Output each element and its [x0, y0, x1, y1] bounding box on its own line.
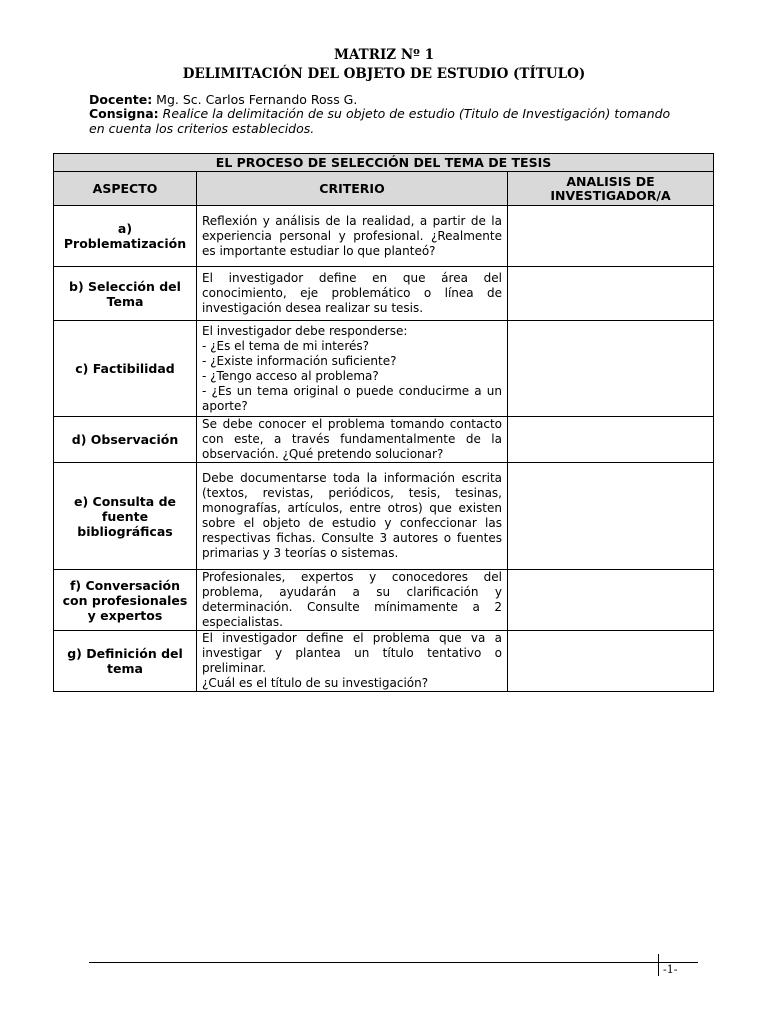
criterion-cell [197, 321, 508, 417]
header-aspecto: ASPECTO [54, 172, 197, 206]
criterion-line: - ¿Es el tema de mi interés? [202, 338, 369, 353]
footer-tick [658, 954, 659, 976]
table-row [54, 570, 714, 631]
table-row [54, 417, 714, 463]
page-number: -1- [663, 963, 678, 976]
docente-value: Mg. Sc. Carlos Fernando Ross G. [152, 92, 358, 107]
table-row [54, 321, 714, 417]
header-analisis: ANALISIS DE INVESTIGADOR/A [508, 172, 714, 206]
aspect-cell: c) Factibilidad [54, 321, 197, 417]
aspect-cell: e) Consulta de fuente bibliográficas [54, 463, 197, 570]
analysis-cell[interactable] [508, 417, 714, 463]
analysis-cell[interactable] [508, 463, 714, 570]
analysis-cell[interactable] [508, 570, 714, 631]
analysis-cell[interactable] [508, 631, 714, 692]
criterion-line: - ¿Tengo acceso al problema? [202, 368, 379, 383]
docente-label: Docente: [89, 92, 153, 107]
consigna-label: Consigna: [89, 106, 159, 121]
table-caption: EL PROCESO DE SELECCIÓN DEL TEMA DE TESIS [54, 154, 714, 172]
table-row [54, 206, 714, 267]
table-row [54, 631, 714, 692]
selection-matrix-table [53, 153, 714, 692]
aspect-cell: b) Selección del Tema [54, 267, 197, 321]
aspect-cell: a) Problematización [54, 206, 197, 267]
criterion-line: - ¿Existe información suficiente? [202, 353, 397, 368]
criterion-cell: Debe documentarse toda la información escrita (textos, revistas, periódicos, tesis, tesinas, monografías, artículos, entre otros) que existen sobre el objeto de estudio y confeccionar las respectivas fichas. Consulte 3 autores o fuentes primarias y 3 teorías o sistemas. [197, 463, 508, 570]
criterion-line: El investigador debe responderse: [202, 323, 408, 338]
document-subtitle: DELIMITACIÓN DEL OBJETO DE ESTUDIO (TÍTULO) [182, 66, 586, 82]
criterion-line: El investigador define el problema que va a investigar y plantea un título tentativo o preliminar. [202, 631, 502, 675]
analysis-cell[interactable] [508, 206, 714, 267]
footer-rule [89, 962, 698, 963]
table-row [54, 267, 714, 321]
consigna-value: Realice la delimitación de su objeto de estudio (Titulo de Investigación) tomando en cuenta los criterios establecidos. [89, 106, 671, 136]
header-criterio: CRITERIO [197, 172, 508, 206]
criterion-cell: Profesionales, expertos y conocedores del problema, ayudarán a su clarificación y determinación. Consulte mínimamente a 2 especialistas. [197, 570, 508, 631]
aspect-cell: d) Observación [54, 417, 197, 463]
aspect-cell: f) Conversación con profesionales y expertos [54, 570, 197, 631]
criterion-cell: Se debe conocer el problema tomando contacto con este, a través fundamentalmente de la observación. ¿Qué pretendo solucionar? [197, 417, 508, 463]
criterion-cell: Reflexión y análisis de la realidad, a partir de la experiencia personal y profesional. ¿Realmente es importante estudiar lo que planteó? [197, 206, 508, 267]
criterion-line: - ¿Es un tema original o puede conducirme a un aporte? [202, 383, 502, 413]
criterion-line: ¿Cuál es el título de su investigación? [202, 676, 429, 690]
analysis-cell[interactable] [508, 267, 714, 321]
aspect-cell: g) Definición del tema [54, 631, 197, 692]
document-title: MATRIZ Nº 1 [334, 47, 434, 63]
criterion-cell [197, 631, 508, 692]
analysis-cell[interactable] [508, 321, 714, 417]
criterion-cell: El investigador define en que área del conocimiento, eje problemático o línea de investigación desea realizar su tesis. [197, 267, 508, 321]
table-row [54, 463, 714, 570]
docente-line [89, 92, 689, 107]
consigna-line [89, 106, 689, 136]
